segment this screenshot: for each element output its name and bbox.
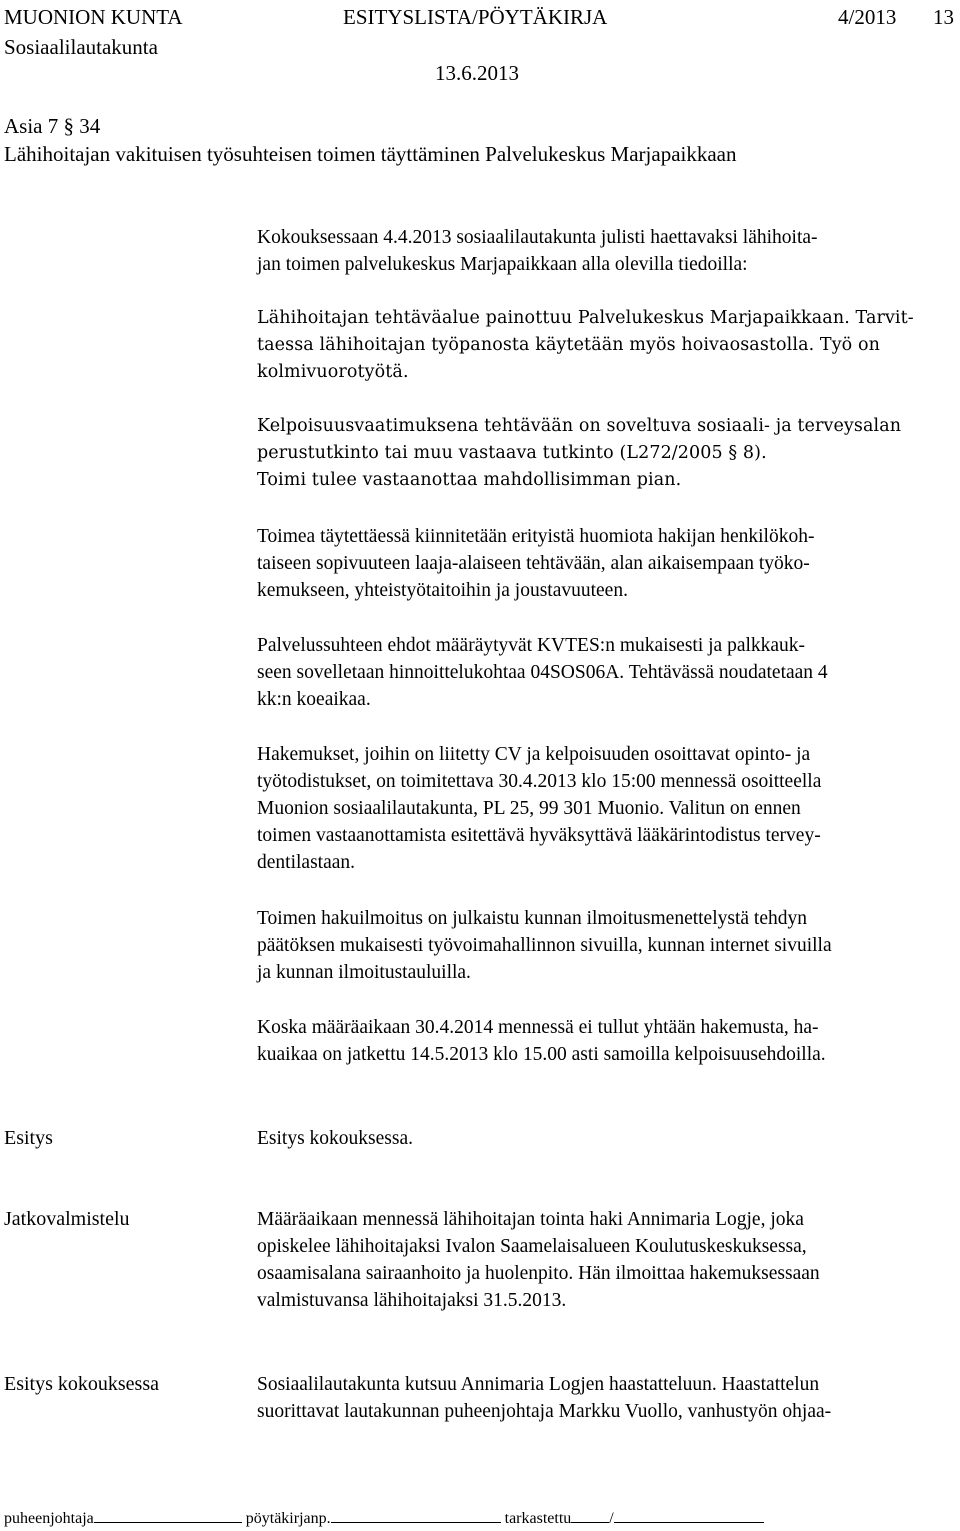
secretary-signature-line — [331, 1508, 501, 1523]
chair-label: puheenjohtaja — [4, 1510, 94, 1527]
secretary-label: pöytäkirjanp. — [245, 1510, 331, 1527]
body-line: taessa lähihoitajan työpanosta käytetään myös hoivaosastolla. Työ on — [257, 335, 880, 355]
body-line: taiseen sopivuuteen laaja-alaiseen tehtävään, alan aikaisempaan työko- — [257, 553, 810, 574]
body-line: seen sovelletaan hinnoittelukohtaa 04SOS06A. Tehtävässä noudatetaan 4 — [257, 662, 828, 683]
body-line: Toimea täytettäessä kiinnitetään erityistä huomiota hakijan henkilökoh- — [257, 526, 815, 547]
checked-signature-line-1 — [571, 1508, 609, 1523]
body-line: dentilastaan. — [257, 852, 356, 873]
body-line: Toimi tulee vastaanottaa mahdollisimman pian. — [257, 470, 682, 490]
body-line: jan toimen palvelukeskus Marjapaikkaan alla olevilla tiedoilla: — [257, 254, 748, 275]
item-number: Asia 7 § 34 — [4, 114, 101, 138]
body-line: kk:n koeaikaa. — [257, 689, 371, 710]
body-line: Palvelussuhteen ehdot määräytyvät KVTES:n mukaisesti ja palkkauk- — [257, 635, 806, 656]
body-line: Toimen hakuilmoitus on julkaistu kunnan ilmoitusmenettelystä tehdyn — [257, 908, 807, 929]
section-line: osaamisalana sairaanhoito ja huolenpito. Hän ilmoittaa hakemuksessaan — [257, 1263, 820, 1284]
body-line: perustutkinto tai muu vastaava tutkinto (L272/2005 § 8). — [257, 443, 767, 463]
body-line: kolmivuorotyötä. — [257, 362, 409, 382]
body-line: kuaikaa on jatkettu 14.5.2013 klo 15.00 asti samoilla kelpoisuusehdoilla. — [257, 1044, 826, 1065]
section-line: Esitys kokouksessa. — [257, 1128, 413, 1149]
section-label-esitys-kokouksessa: Esitys kokouksessa — [4, 1373, 159, 1395]
org-name: MUONION KUNTA — [4, 5, 183, 29]
body-line: toimen vastaanottamista esitettävä hyväksyttävä lääkärintodistus tervey- — [257, 825, 821, 846]
body-line: kemukseen, yhteistyötaitoihin ja joustavuuteen. — [257, 580, 628, 601]
body-line: Lähihoitajan tehtäväalue painottuu Palvelukeskus Marjapaikkaan. Tarvit- — [257, 308, 914, 328]
body-line: Koska määräaikaan 30.4.2014 mennessä ei tullut yhtään hakemusta, ha- — [257, 1017, 819, 1038]
checked-label: tarkastettu — [504, 1510, 572, 1527]
slash-separator: / — [609, 1510, 614, 1527]
body-line: Kelpoisuusvaatimuksena tehtävään on soveltuva sosiaali- ja terveysalan — [257, 416, 902, 436]
body-line: ja kunnan ilmoitustauluilla. — [257, 962, 471, 983]
section-line: opiskelee lähihoitajaksi Ivalon Saamelaisalueen Koulutuskeskuksessa, — [257, 1236, 807, 1257]
section-line: suorittavat lautakunnan puheenjohtaja Markku Vuollo, vanhustyön ohjaa- — [257, 1401, 832, 1422]
item-title: Lähihoitajan vakituisen työsuhteisen toimen täyttäminen Palvelukeskus Marjapaikkaan — [4, 142, 737, 166]
checked-signature-line-2 — [614, 1508, 764, 1523]
chair-signature-line — [94, 1508, 242, 1523]
document-number: 4/2013 — [838, 5, 897, 29]
body-line: työtodistukset, on toimitettava 30.4.2013 klo 15:00 mennessä osoitteella — [257, 771, 822, 792]
section-line: Määräaikaan mennessä lähihoitajan tointa haki Annimaria Logje, joka — [257, 1209, 804, 1230]
committee-name: Sosiaalilautakunta — [4, 35, 158, 59]
document-type: ESITYSLISTA/PÖYTÄKIRJA — [343, 5, 608, 29]
signature-footer — [4, 1508, 764, 1528]
body-line: Kokouksessaan 4.4.2013 sosiaalilautakunta julisti haettavaksi lähihoita- — [257, 227, 818, 248]
body-line: päätöksen mukaisesti työvoimahallinnon sivuilla, kunnan internet sivuilla — [257, 935, 832, 956]
body-line: Muonion sosiaalilautakunta, PL 25, 99 301 Muonio. Valitun on ennen — [257, 798, 801, 819]
page-number: 13 — [933, 5, 954, 29]
section-label-jatkovalmistelu: Jatkovalmistelu — [4, 1208, 130, 1230]
section-line: Sosiaalilautakunta kutsuu Annimaria Logjen haastatteluun. Haastattelun — [257, 1374, 820, 1395]
body-line: Hakemukset, joihin on liitetty CV ja kelpoisuuden osoittavat opinto- ja — [257, 744, 811, 765]
section-line: valmistuvansa lähihoitajaksi 31.5.2013. — [257, 1290, 567, 1311]
section-label-esitys: Esitys — [4, 1127, 53, 1149]
meeting-date: 13.6.2013 — [435, 61, 519, 85]
